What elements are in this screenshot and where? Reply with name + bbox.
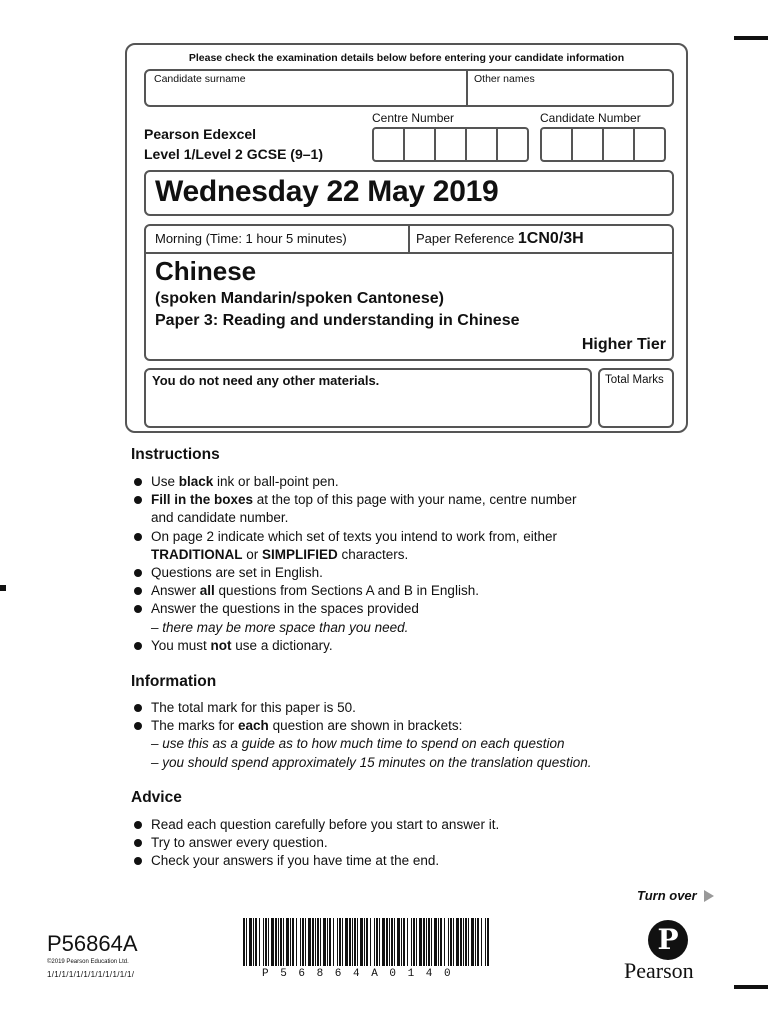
list-item: Fill in the boxes at the top of this page with your name, centre number and candidate number. [131,491,576,527]
org-line1: Pearson Edexcel [144,126,257,142]
subject-title: Chinese [155,256,257,286]
session-time: Morning (Time: 1 hour 5 minutes) [155,231,347,246]
list-item: Answer all questions from Sections A and B in English. [131,582,576,600]
list-item: Answer the questions in the spaces provided – there may be more space than you need. [131,600,576,636]
advice-heading: Advice [131,789,182,806]
cover-details-box [125,43,688,433]
org-line2: Level 1/Level 2 GCSE (9–1) [144,146,323,162]
exam-date: Wednesday 22 May 2019 [155,175,499,208]
other-names-field[interactable] [470,85,670,105]
total-marks-label: Total Marks [605,374,664,386]
instructions-heading: Instructions [131,446,220,463]
info-row-divider [146,252,672,254]
timing-mark-left [0,585,6,591]
barcode-icon [243,918,493,970]
information-list [131,699,592,772]
candidate-name-box [144,69,674,107]
candidate-surname-field[interactable] [148,85,464,105]
list-item: Try to answer every question. [131,834,499,852]
turn-over-text: Turn over [637,888,697,903]
paper-reference [416,230,584,248]
corner-mark-bottom-right [734,985,768,989]
paper-code: P56864A [47,931,138,956]
tier-label: Higher Tier [581,336,666,353]
list-item: The marks for each question are shown in brackets: – use this as a guide as to how much time to spend on each question – you should spend approximately 15 minutes on the translation question. [131,717,592,772]
paper-ref-code: 1CN0/3H [517,230,584,247]
centre-number-label: Centre Number [372,111,455,125]
logo-letter: P [657,923,679,956]
paper-ref-label: Paper Reference [416,231,515,246]
other-names-label: Other names [474,73,535,85]
list-item: You must not use a dictionary. [131,637,576,655]
paper-info-box [144,224,674,361]
awarding-body [144,124,323,164]
name-divider [466,71,468,105]
pearson-logo-icon [648,920,688,960]
materials-text: You do not need any other materials. [152,373,380,388]
total-marks-box[interactable] [598,368,674,428]
instructions-list [131,473,576,655]
centre-number-boxes[interactable] [372,127,529,162]
list-item: Check your answers if you have time at the end. [131,852,499,870]
information-heading: Information [131,673,217,690]
candidate-number-boxes[interactable] [540,127,666,162]
info-col-divider [408,226,410,252]
pearson-wordmark: Pearson [624,958,694,983]
list-item: Use black ink or ball-point pen. [131,473,576,491]
candidate-surname-label: Candidate surname [154,73,246,85]
list-item: On page 2 indicate which set of texts you intend to work from, either TRADITIONAL or SIMPLIFIED characters. [131,528,576,564]
subject-subtitle: (spoken Mandarin/spoken Cantonese) [155,290,444,307]
candidate-number-label: Candidate Number [540,111,641,125]
triangle-right-icon [704,890,714,902]
materials-box [144,368,592,428]
copyright-text: ©2019 Pearson Education Ltd. [47,959,129,965]
list-item: Read each question carefully before you start to answer it. [131,816,499,834]
paper-title: Paper 3: Reading and understanding in Chinese [155,312,520,329]
advice-list [131,816,499,871]
corner-mark-top-right [734,36,768,40]
list-item: Questions are set in English. [131,564,576,582]
exam-date-box [144,170,674,216]
barcode-digits: P56864A0140 [262,968,463,980]
document-number: 1/1/1/1/1/1/1/1/1/1/1/1/ [47,970,135,979]
list-item: The total mark for this paper is 50. [131,699,592,717]
check-details-text: Please check the examination details below before entering your candidate information [188,52,625,64]
